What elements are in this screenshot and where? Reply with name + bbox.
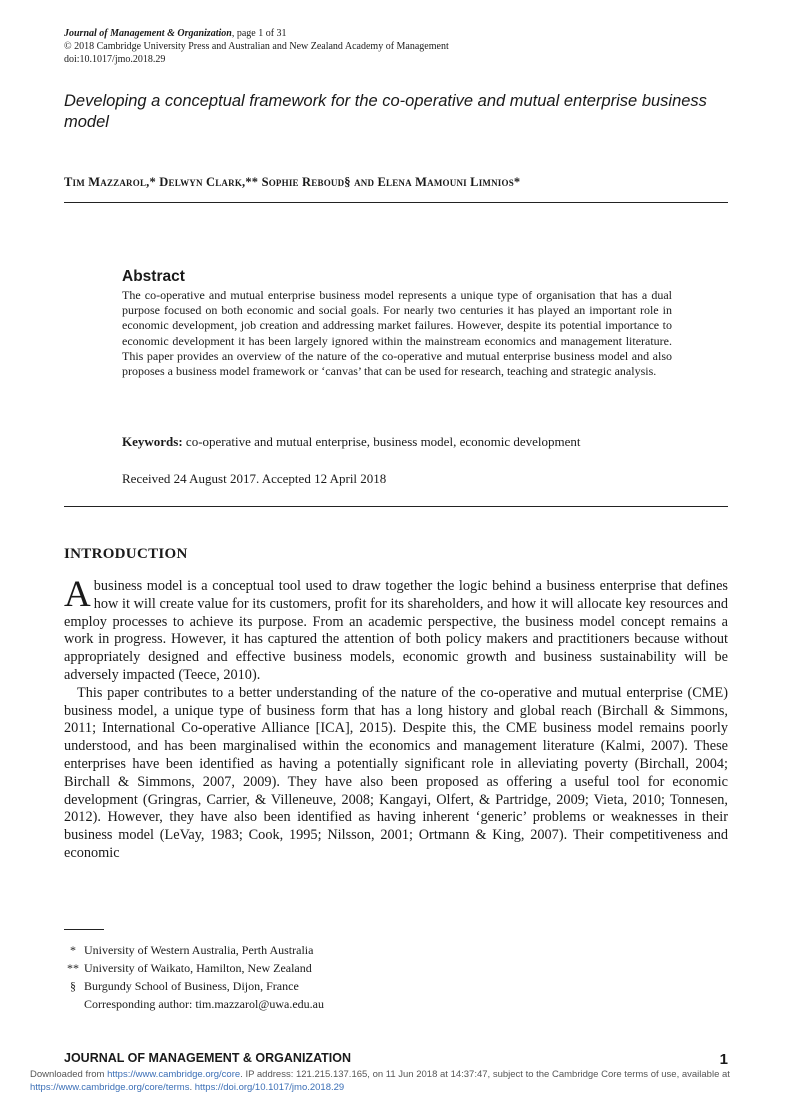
footnote-mark: § <box>70 979 76 993</box>
header-page-info: , page 1 of 31 <box>231 28 287 39</box>
abstract-heading: Abstract <box>122 268 185 285</box>
page-number: 1 <box>719 1051 728 1068</box>
keywords-label: Keywords: <box>122 434 183 449</box>
drop-cap: A <box>64 574 91 615</box>
paper-title: Developing a conceptual framework for the co-operative and mutual enterprise business model <box>64 92 707 131</box>
intro-paragraph-2: This paper contributes to a better understanding of the nature of the co-operative and mutual enterprise (CME) business model, a unique type of business form that has a long history and global reach (Birchall & Simmons, 2011; International Co-operative Alliance [ICA], 2015). Despite this, the CME business model remains poorly understood, and has been marginalised within the economics and management literature (Kalmi, 2007). These enterprises have been identified as having a potentially significant role in alleviating poverty (Birchall, 2004; Birchall & Simmons, 2007, 2009). They have also been proposed as offering a useful tool for economic development (Gringras, Carrier, & Villeneuve, 2008; Kangayi, Olfert, & Partridge, 2009; Vieta, 2010; Tonnesen, 2012). However, they have also been identified as having inherent ‘generic’ problems or weaknesses in their business model (LeVay, 1983; Cook, 1995; Nilsson, 2001; Ortmann & King, 2007). Their competitiveness and economic <box>64 684 728 861</box>
page-footer <box>64 1051 728 1068</box>
footnote-text: Burgundy School of Business, Dijon, France <box>84 979 299 993</box>
header-journal-name: Journal of Management & Organization <box>64 28 232 39</box>
terms-link[interactable]: https://www.cambridge.org/core/terms <box>30 1081 190 1093</box>
introduction-heading: INTRODUCTION <box>64 546 188 562</box>
corresponding-author: Corresponding author: tim.mazzarol@uwa.edu.au <box>84 997 324 1011</box>
footnote-text: University of Waikato, Hamilton, New Zealand <box>84 961 312 975</box>
running-header <box>64 27 744 66</box>
download-notice <box>30 1069 780 1094</box>
download-middle: . IP address: 121.215.137.165, on 11 Jun 2018 at 14:37:47, subject to the Cambridge Core terms of use, available at <box>240 1069 730 1080</box>
download-prefix: Downloaded from <box>30 1069 108 1080</box>
doi-link[interactable]: https://doi.org/10.1017/jmo.2018.29 <box>194 1081 345 1093</box>
footnotes <box>64 941 664 1013</box>
footnote-mark: ** <box>67 961 79 975</box>
title-divider <box>64 202 728 203</box>
intro-paragraph-1-text: business model is a conceptual tool used to draw together the logic behind a business enterprise that defines how it will create value for its customers, profit for its shareholders, and how it will allocate key resources and employ processes to achieve its purpose. From an academic perspective, the business model concept remains a work in progress. However, it has captured the attention of both policy makers and practitioners because without appropriately designed and effective business models, economic growth and business sustainability will be adversely impacted (Teece, 2010). <box>64 578 728 683</box>
received-dates: Received 24 August 2017. Accepted 12 April 2018 <box>122 471 387 486</box>
keywords-text: co-operative and mutual enterprise, business model, economic development <box>185 434 581 449</box>
footnote-text: University of Western Australia, Perth Australia <box>84 943 314 957</box>
intro-paragraph-1 <box>64 574 728 685</box>
footnote-rule <box>64 929 104 930</box>
header-doi: doi:10.1017/jmo.2018.29 <box>64 54 166 65</box>
keywords-line <box>122 434 682 450</box>
footnote-item <box>64 959 664 977</box>
author-list: Tim Mazzarol,* Delwyn Clark,** Sophie Reboud§ and Elena Mamouni Limnios* <box>64 175 521 189</box>
abstract-text: The co-operative and mutual enterprise business model represents a unique type of organisation that has a dual purpose focused on both economic and social goals. For nearly two centuries it has played an important role in economic development, job creation and addressing market failures. However, despite its potential importance to economic development it has been largely ignored within the mainstream economics and management literature. This paper provides an overview of the nature of the co-operative and mutual enterprise business model and also proposes a business model framework or ‘canvas’ that can be used for research, teaching and strategic analysis. <box>122 288 672 379</box>
abstract-section <box>122 268 672 379</box>
footnote-item <box>64 995 664 1013</box>
footer-journal-name: JOURNAL OF MANAGEMENT & ORGANIZATION <box>64 1051 352 1065</box>
header-journal-line <box>64 27 744 40</box>
abstract-divider <box>64 506 728 507</box>
footnote-item <box>64 941 664 959</box>
introduction-body <box>64 574 728 863</box>
footnote-item <box>64 977 664 995</box>
download-sep: . <box>189 1081 195 1093</box>
footnote-mark: * <box>70 943 76 957</box>
header-copyright: © 2018 Cambridge University Press and Australian and New Zealand Academy of Management <box>64 41 449 52</box>
cambridge-core-link[interactable]: https://www.cambridge.org/core <box>107 1069 241 1080</box>
